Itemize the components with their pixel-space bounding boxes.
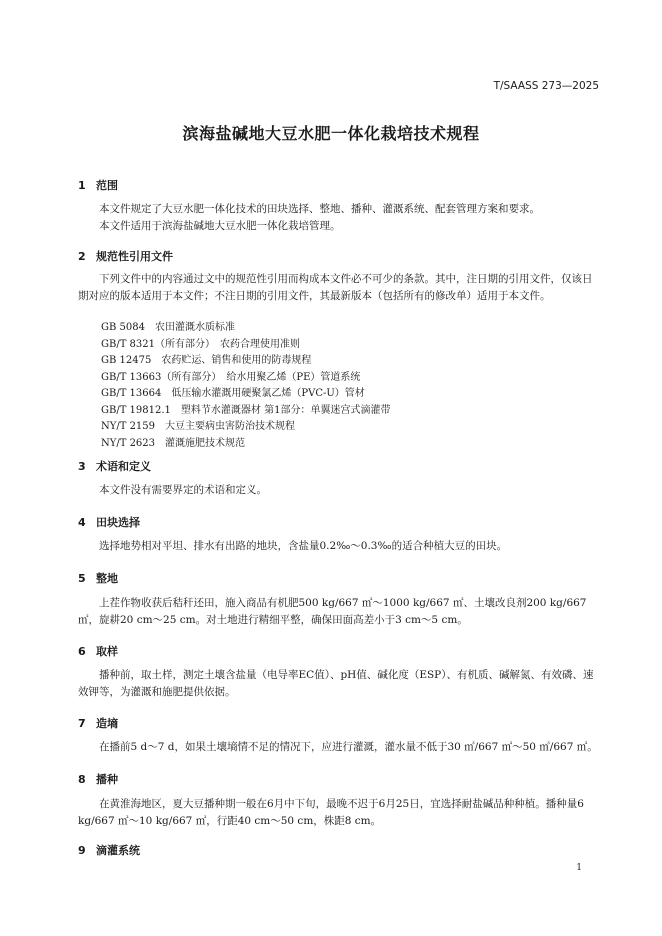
document-title: 滨海盐碱地大豆水肥一体化栽培技术规程 bbox=[182, 124, 480, 143]
reference-item: GB 12475 农药贮运、销售和使用的防毒规程 bbox=[101, 355, 312, 366]
section-heading-1: 1 范围 bbox=[78, 179, 118, 192]
reference-item: NY/T 2159 大豆主要病虫害防治技术规程 bbox=[101, 421, 296, 432]
section-heading-2: 2 规范性引用文件 bbox=[78, 250, 173, 263]
reference-item: GB 5084 农田灌溉水质标准 bbox=[101, 322, 235, 333]
section-body-1: 本文件规定了大豆水肥一体化技术的田块选择、整地、播种、灌溉系统、配套管理方案和要求。 本文件适用于滨海盐碱地大豆水肥一体化栽培管理。 bbox=[99, 203, 540, 232]
section-heading-3: 3 术语和定义 bbox=[78, 460, 151, 473]
section-heading-6: 6 取样 bbox=[78, 645, 118, 658]
section-heading-9: 9 滴灌系统 bbox=[78, 844, 140, 857]
reference-item: GB/T 13664 低压输水灌溉用硬聚氯乙烯（PVC-U）管材 bbox=[101, 388, 365, 399]
reference-item: NY/T 2623 灌溉施肥技术规范 bbox=[101, 437, 246, 449]
page-number: 1 bbox=[576, 863, 582, 873]
section-body-8: 在黄淮海地区，夏大豆播种期一般在6月中下旬，最晚不迟于6月25日，宜选择耐盐碱品种种植。播种量6 kg/667 ㎡～10 kg/667 ㎡，行距40 cm～50 cm，株距8 cm。 bbox=[78, 798, 584, 827]
section-body-6: 播种前，取土样，测定土壤含盐量（电导率EC值）、pH值、碱化度（ESP）、有机质、碱解氮、有效磷、速效钾等，为灌溉和施肥提供依据。 bbox=[78, 669, 594, 698]
section-body-3: 本文件没有需要界定的术语和定义。 bbox=[99, 484, 267, 496]
section-heading-8: 8 播种 bbox=[78, 773, 118, 786]
section-heading-4: 4 田块选择 bbox=[78, 516, 140, 529]
reference-item: GB/T 8321（所有部分） 农药合理使用准则 bbox=[101, 338, 301, 350]
reference-item: GB/T 19812.1 塑料节水灌溉器材 第1部分：单翼迷宫式滴灌带 bbox=[101, 404, 391, 416]
section-heading-7: 7 造墒 bbox=[78, 717, 118, 730]
section-body-4: 选择地势相对平坦、排水有出路的地块，含盐量0.2‰～0.3‰的适合种植大豆的田块。 bbox=[99, 540, 508, 552]
reference-list bbox=[101, 320, 390, 452]
section-heading-5: 5 整地 bbox=[78, 572, 118, 585]
section-body-7: 在播前5 d～7 d，如果土壤墒情不足的情况下，应进行灌溉，灌水量不低于30 ㎥/667 ㎡～50 ㎥/667 ㎡。 bbox=[99, 741, 598, 753]
section-body-2: 下列文件中的内容通过文中的规范性引用而构成本文件必不可少的条款。其中，注日期的引用文件，仅该日期对应的版本适用于本文件；不注日期的引用文件，其最新版本（包括所有的修改单）适用于本文件。 bbox=[78, 273, 593, 302]
reference-item: GB/T 13663（所有部分） 给水用聚乙烯（PE）管道系统 bbox=[101, 371, 361, 383]
standard-number: T/SAASS 273—2025 bbox=[493, 80, 599, 92]
section-body-5: 上茬作物收获后秸秆还田，施入商品有机肥500 kg/667 ㎡～1000 kg/667 ㎡、土壤改良剂200 kg/667 ㎡，旋耕20 cm～25 cm。对土地进行精细平整，确保田面高差小于3 cm～5 cm。 bbox=[78, 597, 587, 626]
